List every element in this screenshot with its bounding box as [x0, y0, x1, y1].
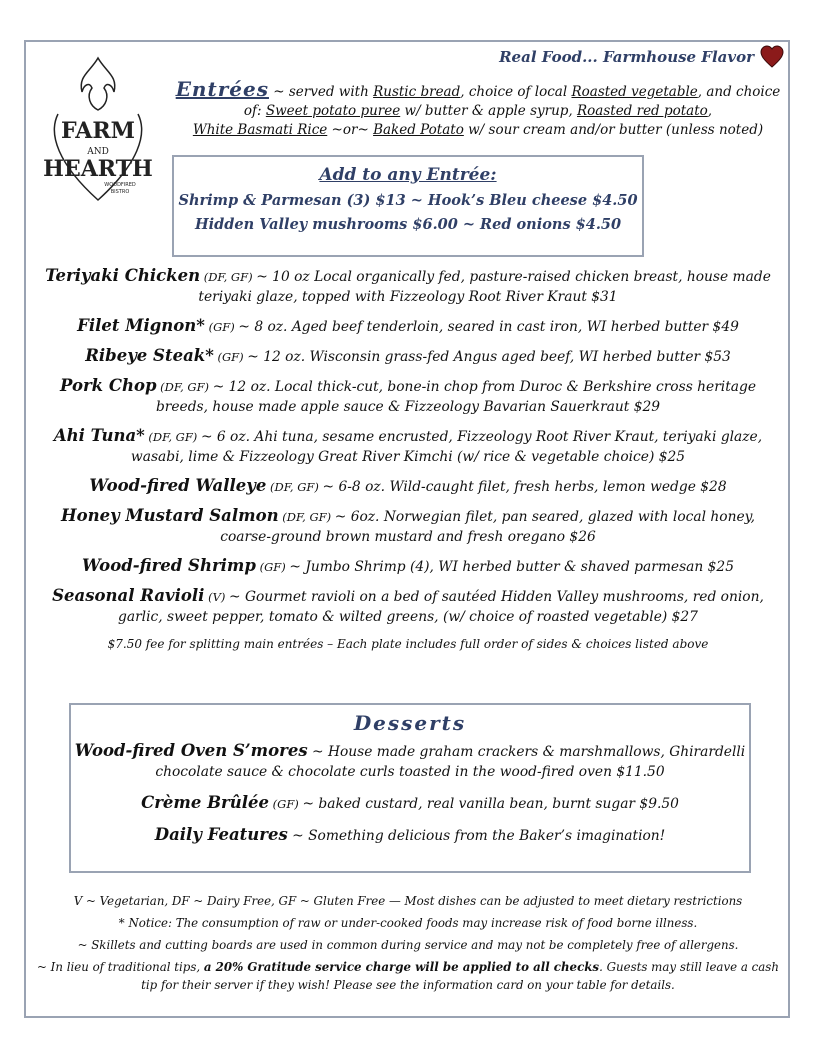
entrees-header: Entrées ~ served with Rustic bread, choice of local Roasted vegetable, and choice of: Sweet potato puree w/ butter & apple syrup, Roasted red potato, White Basmati Rice ~or~ Baked Potato w/ sour cream and/or butter (unless noted) [175, 77, 781, 138]
entree-name: Ahi Tuna* [53, 426, 145, 445]
entree-item: Teriyaki Chicken (DF, GF) ~ 10 oz Local organically fed, pasture-raised chicken breast, house made teriyaki glaze, topped with Fizzeology Root River Kraut $31 [45, 266, 771, 305]
entree-item: Ribeye Steak* (GF) ~ 12 oz. Wisconsin grass-fed Angus aged beef, WI herbed butter $53 [85, 346, 731, 365]
logo-hearth: HEARTH [43, 156, 153, 182]
logo-and: AND [87, 147, 109, 157]
entrees-list [36, 266, 780, 654]
dessert-name: Wood-fired Oven S’mores [74, 741, 308, 760]
add-ons-box [172, 155, 644, 257]
dessert-item: Daily Features ~ Something delicious from the Baker’s imagination! [154, 825, 666, 844]
tagline: Real Food... Farmhouse Flavor [499, 48, 754, 66]
dessert-item: Wood-fired Oven S’mores ~ House made graham crackers & marshmallows, Ghirardelli chocolate sauce & chocolate curls toasted in the wood-fired oven $11.50 [74, 741, 746, 780]
entree-item: Pork Chop (DF, GF) ~ 12 oz. Local thick-cut, bone-in chop from Duroc & Berkshire cross heritage breeds, house made apple sauce & Fizzeology Bavarian Sauerkraut $29 [60, 376, 756, 415]
dietary-legend: V ~ Vegetarian, DF ~ Dairy Free, GF ~ Gluten Free — Most dishes can be adjusted to meet dietary restrictions [73, 894, 743, 908]
entree-name: Teriyaki Chicken [45, 266, 201, 285]
logo-farm: FARM [60, 118, 136, 144]
dessert-name: Crème Brûlée [141, 793, 269, 812]
entree-name: Wood-fired Walleye [89, 476, 267, 495]
add-ons-title: Add to any Entrée: [319, 165, 497, 185]
entree-item: Wood-fired Shrimp (GF) ~ Jumbo Shrimp (4), WI herbed butter & shaved parmesan $25 [82, 556, 734, 575]
entrees-title: Entrées [175, 77, 269, 101]
desserts-box [69, 703, 751, 873]
logo-woodfired: WOODFIRED [104, 182, 136, 188]
desserts-title: Desserts [353, 711, 467, 735]
gratuity-notice: ~ In lieu of traditional tips, a 20% Gratitude service charge will be applied to all checks. Guests may still leave a cash tip for their server if they wish! Please see the information card on your table for details. [37, 960, 779, 992]
entree-name: Pork Chop [60, 376, 157, 395]
entree-item: Honey Mustard Salmon (DF, GF) ~ 6oz. Norwegian filet, pan seared, glazed with local honey, coarse-ground brown mustard and fresh oregano $26 [60, 506, 755, 545]
entree-item: Wood-fired Walleye (DF, GF) ~ 6-8 oz. Wild-caught filet, fresh herbs, lemon wedge $28 [89, 476, 727, 495]
raw-food-notice: * Notice: The consumption of raw or under-cooked foods may increase risk of food borne illness. [118, 916, 698, 930]
add-ons-row-1: Shrimp & Parmesan (3) $13 ~ Hook’s Bleu cheese $4.50 [178, 192, 638, 209]
logo-bistro: BISTRO [110, 189, 130, 195]
entree-item: Ahi Tuna* (DF, GF) ~ 6 oz. Ahi tuna, sesame encrusted, Fizzeology Root River Kraut, teriyaki glaze, wasabi, lime & Fizzeology Great River Kimchi (w/ rice & vegetable choice) $25 [53, 426, 763, 465]
entree-item: Seasonal Ravioli (V) ~ Gourmet ravioli on a bed of sautéed Hidden Valley mushrooms, red onion, garlic, sweet pepper, tomato & wilted greens, (w/ choice of roasted vegetable) $27 [52, 586, 764, 625]
farm-and-hearth-logo [38, 54, 158, 204]
entree-name: Honey Mustard Salmon [60, 506, 279, 525]
footer-notes [30, 892, 786, 998]
entree-item: Filet Mignon* (GF) ~ 8 oz. Aged beef tenderloin, seared in cast iron, WI herbed butter $49 [77, 316, 739, 335]
dessert-item: Crème Brûlée (GF) ~ baked custard, real vanilla bean, burnt sugar $9.50 [141, 793, 679, 812]
entree-name: Filet Mignon* [77, 316, 205, 335]
dessert-name: Daily Features [154, 825, 288, 844]
allergen-notice: ~ Skillets and cutting boards are used in common during service and may not be completely free of allergens. [77, 938, 739, 952]
heart-icon [760, 44, 784, 70]
entree-name: Wood-fired Shrimp [82, 556, 256, 575]
add-ons-row-2: Hidden Valley mushrooms $6.00 ~ Red onions $4.50 [194, 216, 622, 233]
split-fee-note: $7.50 fee for splitting main entrées – Each plate includes full order of sides & choices listed above [107, 637, 709, 651]
entree-name: Seasonal Ravioli [52, 586, 205, 605]
entree-name: Ribeye Steak* [85, 346, 214, 365]
